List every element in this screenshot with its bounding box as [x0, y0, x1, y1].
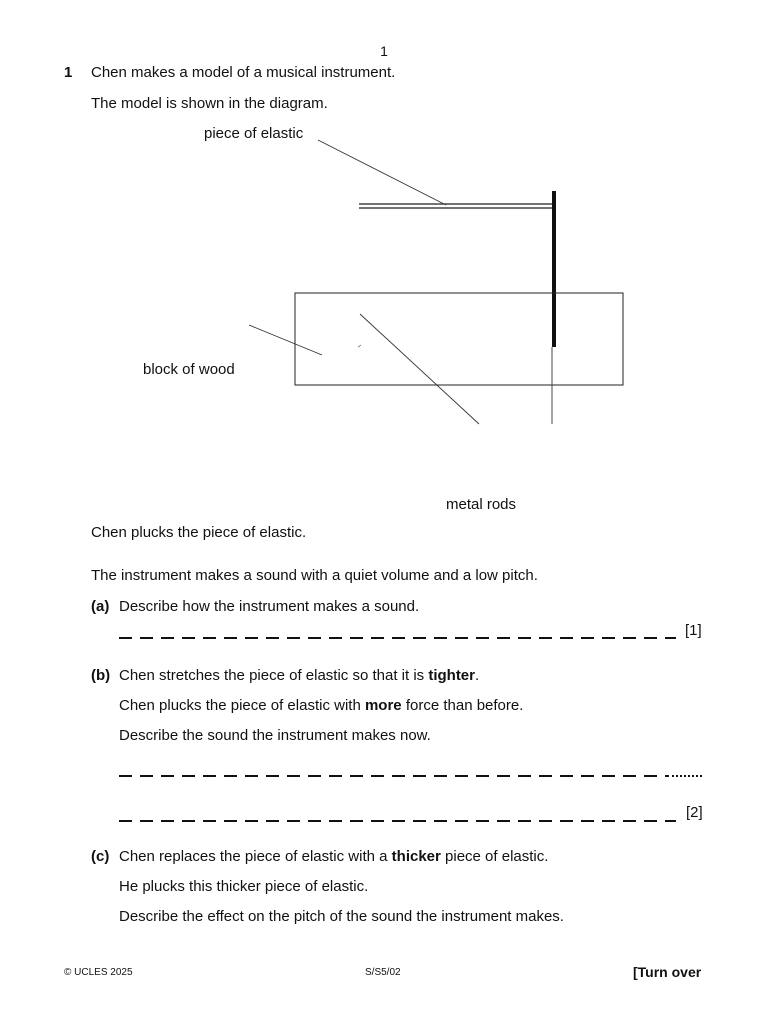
part-a-marks: [1] — [685, 622, 702, 639]
part-b-line-1-pre: Chen stretches the piece of elastic so that it is — [119, 667, 429, 684]
footer-paper-code: S/S5/02 — [365, 967, 401, 978]
label-metal-rods: metal rods — [446, 496, 517, 513]
answer-line-b2[interactable] — [119, 820, 676, 822]
leader-elastic — [318, 140, 446, 205]
part-c-label: (c) — [91, 848, 110, 865]
part-b-line-2-post: force than before. — [401, 697, 524, 714]
part-a-text: Describe how the instrument makes a sound. — [119, 598, 420, 615]
question-intro-1: Chen makes a model of a musical instrument. — [91, 64, 396, 81]
part-c-line-1 — [119, 848, 548, 866]
wood-block — [295, 293, 623, 385]
question-number: 1 — [64, 64, 73, 81]
question-intro-2: The model is shown in the diagram. — [91, 95, 328, 112]
part-b-marks: [2] — [686, 804, 703, 821]
part-a-label: (a) — [91, 598, 110, 615]
part-b-line-1 — [119, 667, 479, 685]
part-c-line-2: He plucks this thicker piece of elastic. — [119, 878, 369, 895]
part-b-line-3: Describe the sound the instrument makes now. — [119, 727, 431, 744]
part-b-line-2 — [119, 697, 523, 715]
part-b-line-1-post: . — [475, 667, 480, 684]
part-c-line-1-post: piece of elastic. — [440, 848, 549, 865]
part-b-line-1-bold: tighter — [428, 667, 475, 684]
part-b-line-2-bold: more — [364, 697, 402, 714]
part-c-line-1-pre: Chen replaces the piece of elastic with a — [119, 848, 392, 865]
stem-text-1: Chen plucks the piece of elastic. — [91, 524, 307, 541]
part-c-line-1-bold: thicker — [391, 848, 441, 865]
answer-line-b1-dots — [672, 775, 704, 777]
part-b-line-2-pre: Chen plucks the piece of elastic with — [119, 697, 365, 714]
answer-line-a[interactable] — [119, 637, 676, 639]
footer-turn-over: [Turn over — [633, 964, 702, 980]
part-b-label: (b) — [91, 667, 111, 684]
part-c-line-3: Describe the effect on the pitch of the sound the instrument makes. — [119, 908, 564, 925]
label-piece-of-elastic: piece of elastic — [204, 125, 304, 142]
leader-rod-left — [360, 314, 479, 424]
page-number: 1 — [380, 43, 388, 59]
answer-line-b1[interactable] — [119, 775, 669, 777]
label-block-of-wood: block of wood — [143, 361, 235, 378]
stem-text-2: The instrument makes a sound with a quiet volume and a low pitch. — [91, 567, 538, 584]
footer-copyright: © UCLES 2025 — [64, 967, 133, 978]
diagram-speck — [358, 345, 361, 347]
leader-wood — [249, 325, 322, 355]
